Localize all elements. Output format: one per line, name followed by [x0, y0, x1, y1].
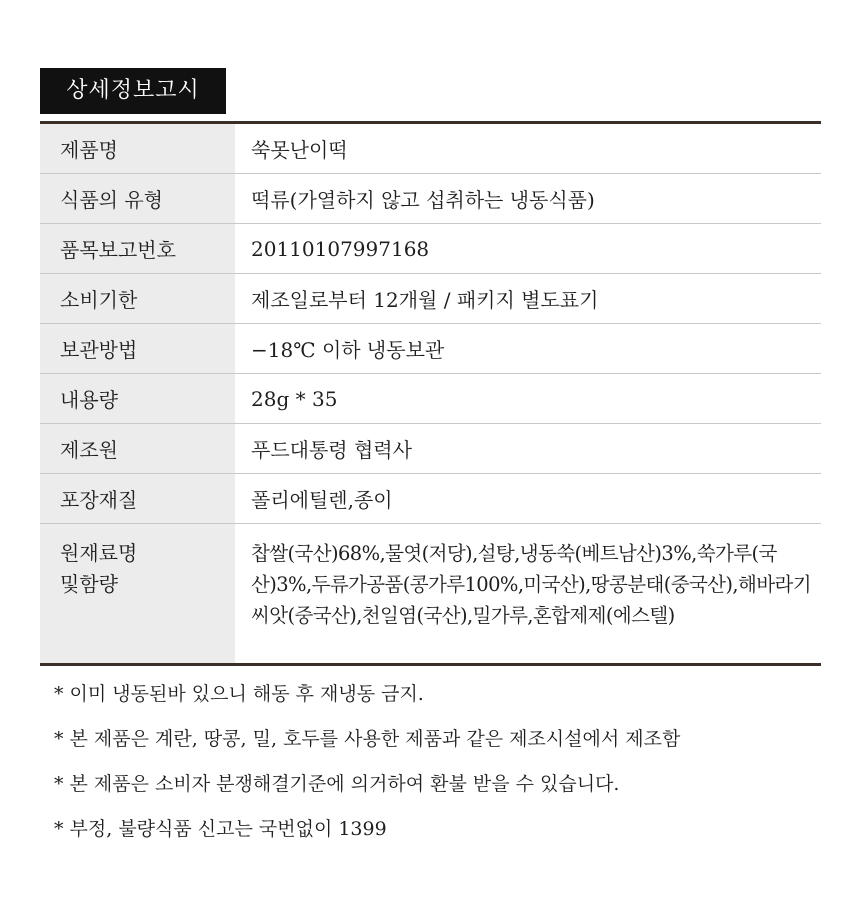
table-row [40, 474, 821, 524]
row-label: 식품의 유형 [40, 174, 235, 224]
notice-item: * 부정, 불량식품 신고는 국번없이 1399 [54, 818, 387, 840]
table-row [40, 274, 821, 324]
row-label: 보관방법 [40, 324, 235, 374]
row-label: 제조원 [40, 424, 235, 474]
row-label: 제품명 [40, 123, 235, 174]
table-row [40, 174, 821, 224]
notice-item: * 본 제품은 계란, 땅콩, 밀, 호두를 사용한 제품과 같은 제조시설에서 제조함 [54, 728, 681, 750]
row-label: 소비기한 [40, 274, 235, 324]
table-row [40, 123, 821, 174]
row-value: −18℃ 이하 냉동보관 [235, 324, 821, 374]
row-value: 제조일로부터 12개월 / 패키지 별도표기 [235, 274, 821, 324]
row-value: 떡류(가열하지 않고 섭취하는 냉동식품) [235, 174, 821, 224]
section-title: 상세정보고시 [40, 68, 226, 114]
row-label: 품목보고번호 [40, 224, 235, 274]
ingredients-label-line2: 및함량 [60, 572, 118, 596]
ingredients-value: 찹쌀(국산)68%,물엿(저당),설탕,냉동쑥(베트남산)3%,쑥가루(국산)3%,두류가공품(콩가루100%,미국산),땅콩분태(중국산),해바라기씨앗(중국산),천일염(국산),밀가루,혼합제제(에스텔) [235, 524, 821, 665]
row-label: 내용량 [40, 374, 235, 424]
table-row [40, 224, 821, 274]
ingredients-label [40, 524, 235, 665]
notice-item: * 이미 냉동된바 있으니 해동 후 재냉동 금지. [54, 683, 424, 705]
row-value: 푸드대통령 협력사 [235, 424, 821, 474]
row-value: 20110107997168 [235, 224, 821, 274]
notice-list [54, 678, 844, 858]
notice-item: * 본 제품은 소비자 분쟁해결기준에 의거하여 환불 받을 수 있습니다. [54, 773, 620, 795]
ingredients-row [40, 524, 821, 665]
row-label: 포장재질 [40, 474, 235, 524]
row-value: 쑥못난이떡 [251, 138, 348, 162]
table-row [40, 324, 821, 374]
product-info-table [40, 121, 821, 666]
ingredients-label-line1: 원재료명 [60, 541, 138, 565]
table-row [40, 374, 821, 424]
table-row [40, 424, 821, 474]
row-value: 28g * 35 [235, 374, 821, 424]
row-value: 폴리에틸렌,종이 [235, 474, 821, 524]
